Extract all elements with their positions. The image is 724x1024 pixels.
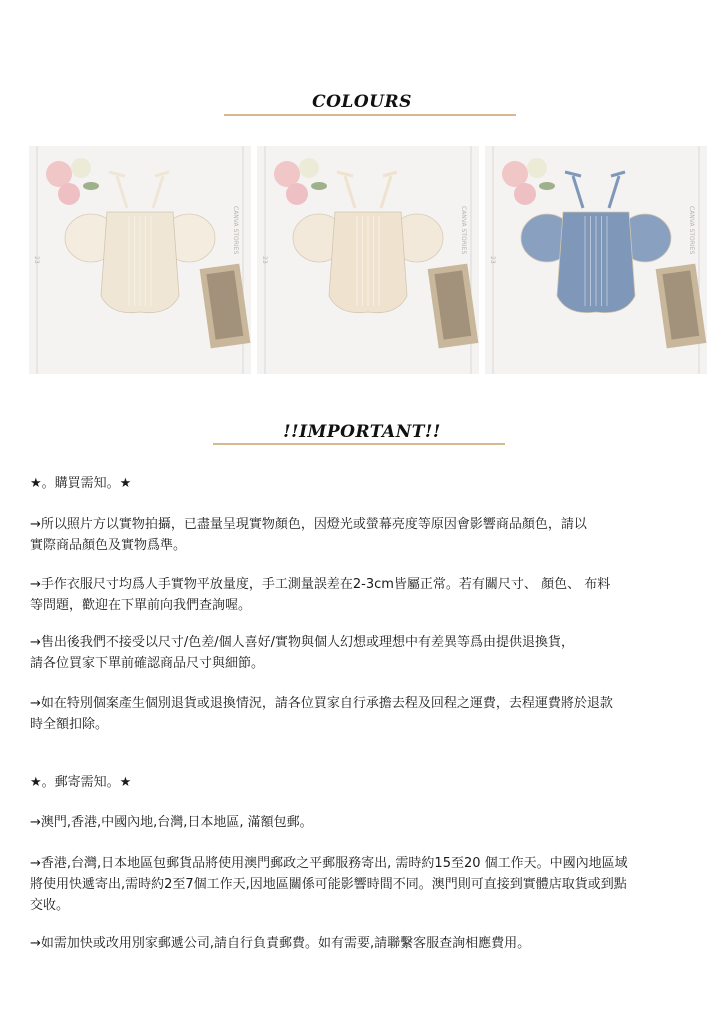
colours-divider [224,114,516,116]
shipping-notice-item: →香港,台灣,日本地區包郵貨品將使用澳門郵政之平郵服務寄出, 需時約15至20 個工作天。中國內地區域 將使用快遞寄出,需時約2至7個工作天,因地區關係可能影響時間不同。澳門則可直接到實體店取貨或到點 交收。 [30,856,628,913]
photo-illustration [257,146,479,374]
flower-icon [514,183,536,205]
flower-icon [58,183,80,205]
leaf-icon [311,182,327,190]
flower-icon [527,158,547,178]
purchase-notice-item: →手作衣服尺寸均爲人手實物平放量度，手工測量誤差在2-3cm皆屬正常。若有關尺寸、 顏色、 布料 等問題，歡迎在下單前向我們查詢喔。 [30,577,611,613]
leaf-icon [539,182,555,190]
number-watermark: 23 [33,256,40,264]
product-photo-cream-embroidered [29,146,251,374]
brand-watermark: CANVA STORIES [232,206,239,255]
purchase-notice-item: →售出後我們不接受以尺寸/色差/個人喜好/實物與個人幻想或理想中有差異等爲由提供退換貨， 請各位買家下單前確認商品尺寸與細節。 [30,635,575,671]
purchase-notice-item: →如在特別個案產生個別退貨或退換情況，請各位買家自行承擔去程及回程之運費，去程運費將於退款 時全額扣除。 [30,696,613,732]
number-watermark: 23 [489,256,496,264]
shipping-notice-item: →如需加快或改用別家郵遞公司,請自行負責郵費。如有需要,請聯繫客服查詢相應費用。 [30,936,531,951]
purchase-notice-title: ★。購買需知。★ [30,476,132,491]
flower-icon [71,158,91,178]
product-photo-cream-smocked [257,146,479,374]
colours-heading: COLOURS [312,92,412,112]
photo-illustration [485,146,707,374]
purchase-notice-item: →所以照片方以實物拍攝，已盡量呈現實物顏色，因燈光或螢幕亮度等原因會影響商品顏色，請以 實際商品顏色及實物爲準。 [30,517,587,553]
leaf-icon [83,182,99,190]
flower-icon [286,183,308,205]
shipping-notice-item: →澳門,香港,中國內地,台灣,日本地區, 滿額包郵。 [30,815,313,830]
brand-watermark: CANVA STORIES [688,206,695,255]
brand-watermark: CANVA STORIES [460,206,467,255]
number-watermark: 23 [261,256,268,264]
shipping-notice-title: ★。郵寄需知。★ [30,775,132,790]
product-photo-blue-floral [485,146,707,374]
photo-illustration [29,146,251,374]
important-divider [213,443,505,445]
flower-icon [299,158,319,178]
important-heading: !!IMPORTANT!! [283,422,441,442]
